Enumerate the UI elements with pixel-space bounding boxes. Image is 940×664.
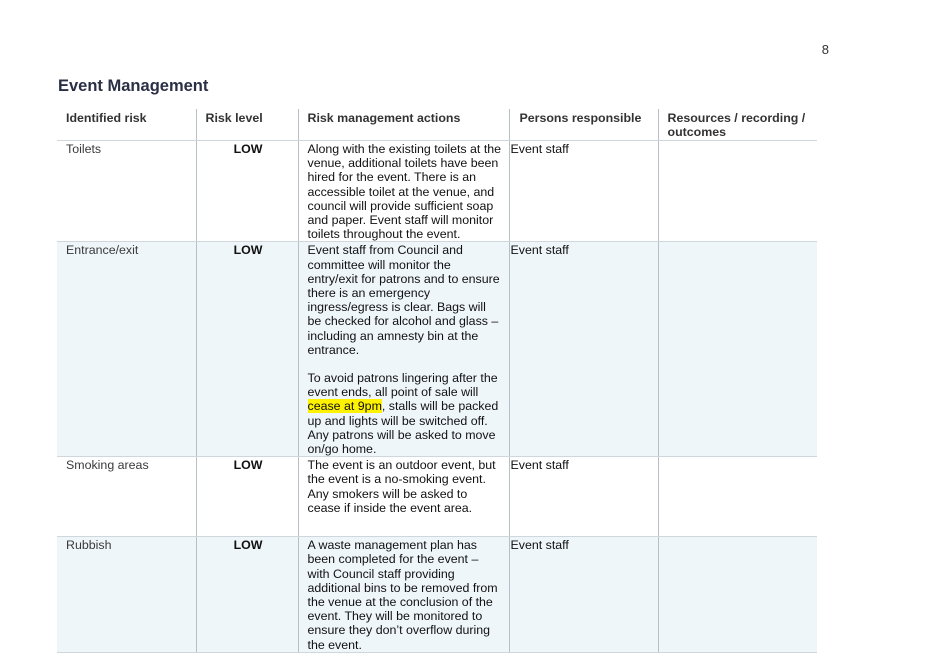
risk-level-cell: LOW	[196, 141, 298, 242]
table-row	[57, 537, 817, 653]
risk-cell: Entrance/exit	[57, 242, 196, 457]
persons-cell: Event staff	[509, 242, 658, 457]
header-resources-recording-outcomes: Resources / recording / outcomes	[658, 109, 817, 141]
header-identified-risk: Identified risk	[57, 109, 196, 141]
header-persons-responsible: Persons responsible	[509, 109, 658, 141]
risk-cell: Smoking areas	[57, 457, 196, 537]
section-title: Event Management	[58, 77, 209, 95]
persons-cell: Event staff	[509, 457, 658, 537]
table-header-row	[57, 109, 817, 141]
actions-cell: The event is an outdoor event, but the event is a no-smoking event. Any smokers will be asked to cease if inside the event area.	[298, 457, 509, 537]
actions-paragraph	[308, 371, 503, 456]
resources-cell	[658, 141, 817, 242]
table-row	[57, 457, 817, 537]
actions-cell	[298, 242, 509, 457]
risk-level-cell: LOW	[196, 537, 298, 653]
risk-table	[57, 109, 817, 653]
header-risk-management-actions: Risk management actions	[298, 109, 509, 141]
table-row	[57, 141, 817, 242]
risk-cell: Toilets	[57, 141, 196, 242]
page-number: 8	[821, 42, 829, 57]
highlighted-text: cease at 9pm	[307, 399, 382, 414]
persons-cell: Event staff	[509, 537, 658, 653]
paragraph-gap	[308, 357, 503, 371]
actions-text: To avoid patrons lingering after the event ends, all point of sale will	[307, 371, 498, 400]
risk-level-cell: LOW	[196, 457, 298, 537]
resources-cell	[658, 537, 817, 653]
actions-paragraph: Event staff from Council and committee will monitor the entry/exit for patrons and to ensure there is an emergency ingress/egress is clear. Bags will be checked for alcohol and glass – including an amnesty bin at the entrance.	[307, 243, 500, 357]
actions-text: , stalls will be packed up and lights will be switched off. Any patrons will be asked to move on/go home.	[307, 399, 499, 457]
actions-cell: A waste management plan has been completed for the event – with Council staff providing additional bins to be removed from the venue at the conclusion of the event. They will be monitored to ensure they don’t overflow during the event.	[298, 537, 509, 653]
header-risk-level: Risk level	[196, 109, 298, 141]
resources-cell	[658, 242, 817, 457]
persons-cell: Event staff	[509, 141, 658, 242]
actions-cell: Along with the existing toilets at the venue, additional toilets have been hired for the event. There is an accessible toilet at the venue, and council will provide sufficient soap and paper. Event staff will monitor toilets throughout the event.	[298, 141, 509, 242]
table-row	[57, 242, 817, 457]
risk-level-cell: LOW	[196, 242, 298, 457]
risk-cell: Rubbish	[57, 537, 196, 653]
resources-cell	[658, 457, 817, 537]
